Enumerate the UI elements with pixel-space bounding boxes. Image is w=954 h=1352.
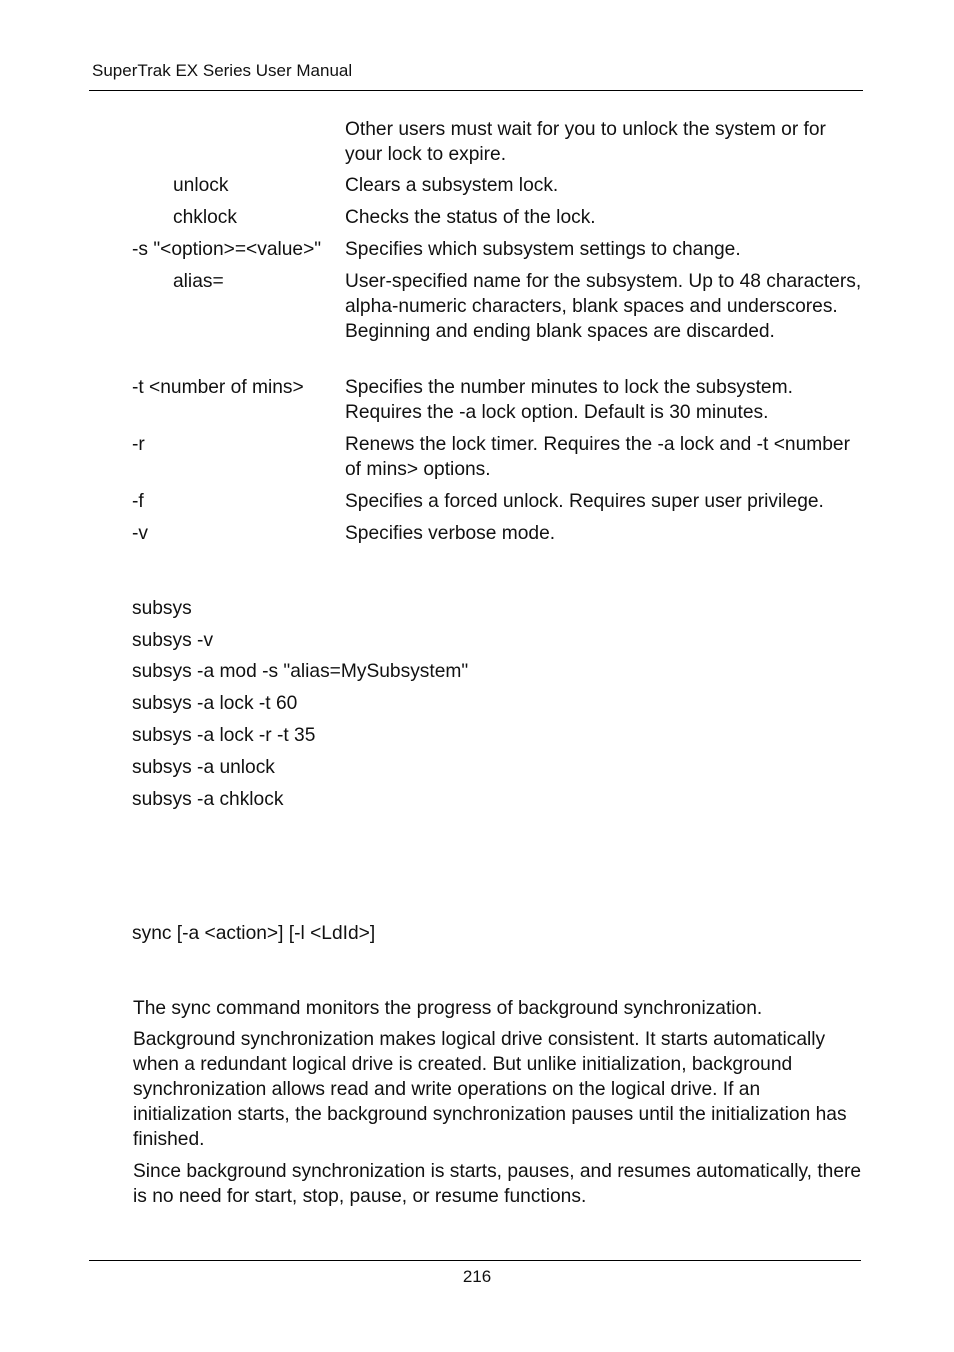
description-paragraph: Background synchronization makes logical drive consistent. It starts automatically when a redundant logical drive is created. But unlike initialization, background synchronization allows read and write operations on the logical drive. If an initialization starts, the background synchronization pauses until the initialization has finished.: [133, 1029, 847, 1150]
description-paragraph: The sync command monitors the progress of background synchronization.: [133, 998, 763, 1019]
option-description: Specifies verbose mode.: [345, 523, 556, 544]
example-command: subsys -a chklock: [132, 789, 284, 810]
option-description: Specifies a forced unlock. Requires super user privilege.: [345, 491, 824, 512]
option-description: Renews the lock timer. Requires the -a lock and -t <number of mins> options.: [345, 434, 850, 480]
footer-rule: [89, 1260, 861, 1261]
option-description: Clears a subsystem lock.: [345, 175, 559, 196]
example-command: subsys -a lock -t 60: [132, 693, 298, 714]
example-command: subsys: [132, 598, 192, 619]
example-command: subsys -a unlock: [132, 757, 275, 778]
header-rule: [89, 90, 863, 91]
page-number: 216: [462, 1267, 492, 1286]
option-name: alias=: [173, 271, 224, 292]
example-command: subsys -a mod -s "alias=MySubsystem": [132, 661, 469, 682]
option-description: Specifies the number minutes to lock the subsystem. Requires the -a lock option. Default is 30 minutes.: [345, 377, 793, 423]
option-name: -s "<option>=<value>": [132, 239, 322, 260]
option-name: chklock: [173, 207, 237, 228]
example-command: subsys -a lock -r -t 35: [132, 725, 316, 746]
option-name: -v: [132, 523, 148, 544]
option-name: -r: [132, 434, 145, 455]
description-paragraph: Since background synchronization is starts, pauses, and resumes automatically, there is no need for start, stop, pause, or resume functions.: [133, 1161, 862, 1207]
option-description: Checks the status of the lock.: [345, 207, 596, 228]
option-description-continued: Other users must wait for you to unlock the system or for your lock to expire.: [345, 119, 826, 165]
option-name: -f: [132, 491, 144, 512]
option-description: Specifies which subsystem settings to change.: [345, 239, 741, 260]
option-name: -t <number of mins>: [132, 377, 304, 398]
example-command: subsys -v: [132, 630, 214, 651]
manual-title: SuperTrak EX Series User Manual: [92, 61, 353, 80]
option-name: unlock: [173, 175, 229, 196]
option-description: User-specified name for the subsystem. Up to 48 characters, alpha-numeric characters, blank spaces and underscores. Beginning and ending blank spaces are discarded.: [345, 271, 862, 342]
sync-usage: sync [-a <action>] [-l <LdId>]: [132, 923, 376, 944]
